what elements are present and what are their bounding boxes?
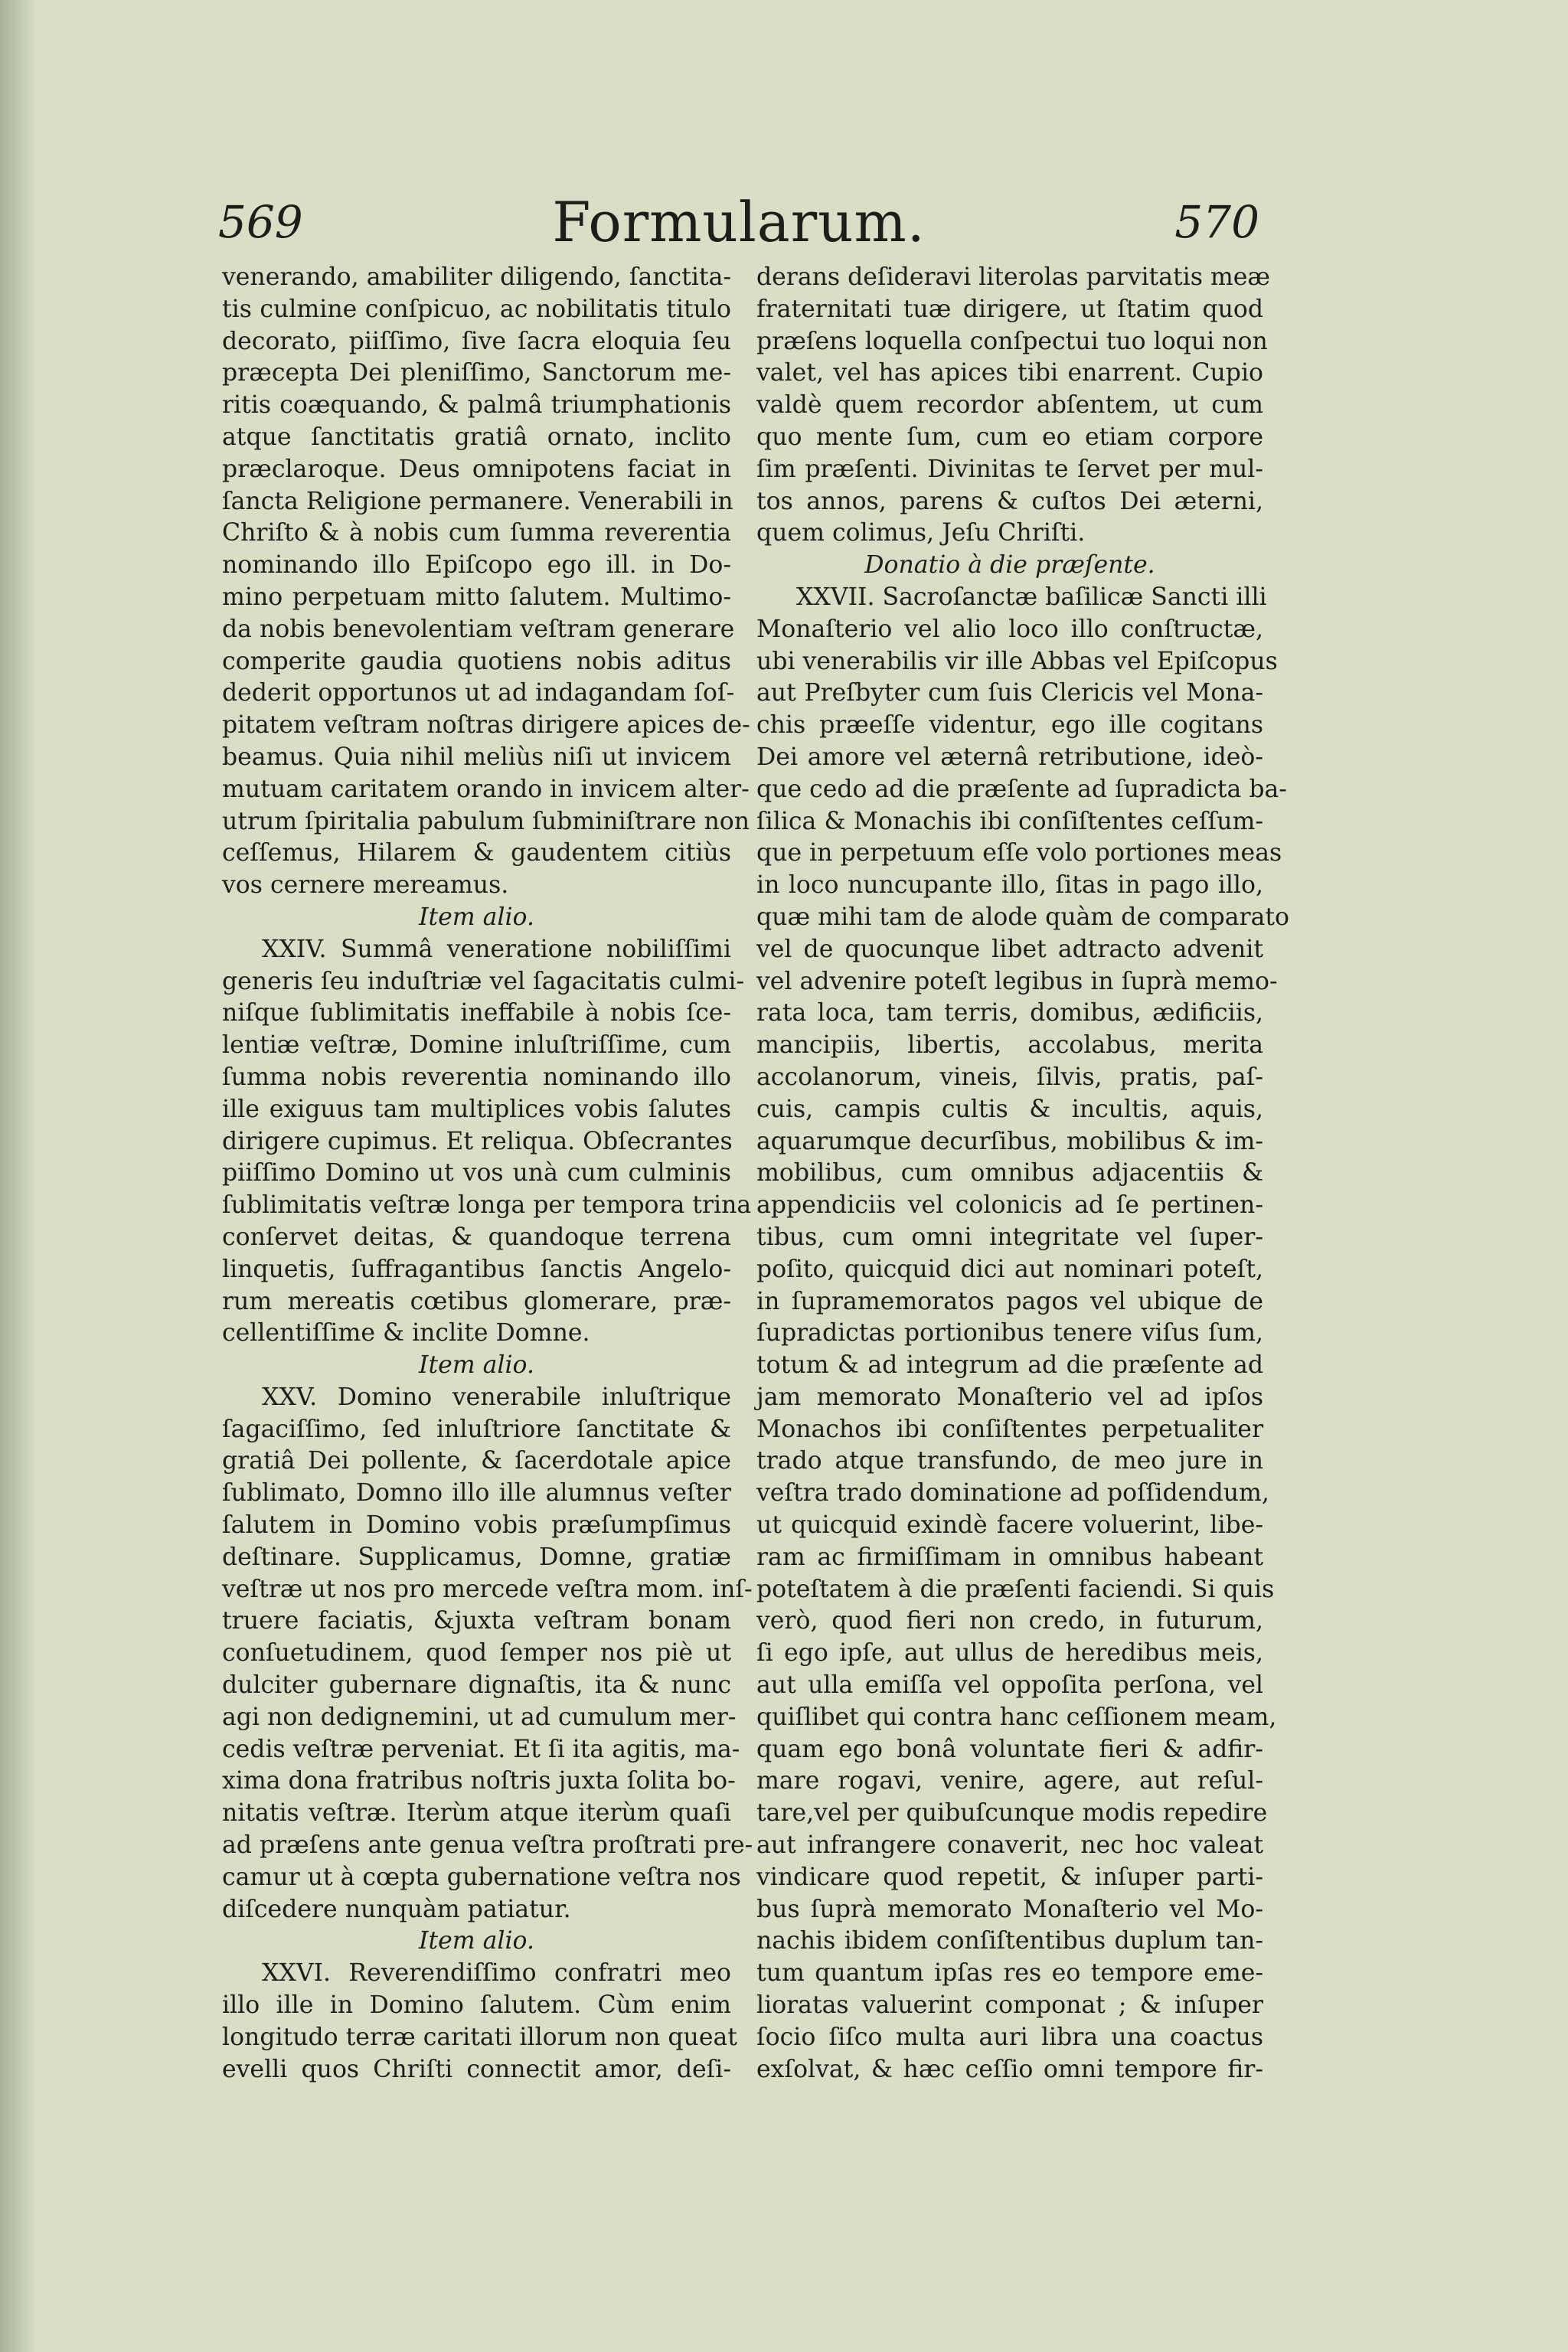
right-text-line: vel de quocunque libet adtracto advenit bbox=[756, 935, 1263, 963]
right-text-line: mobilibus, cum omnibus adjacentiis & bbox=[756, 1159, 1263, 1187]
left-text-line: ille exiguus tam multiplices vobis ſalutes bbox=[222, 1095, 731, 1123]
right-text-line: Dei amore vel æternâ retributione, ideò- bbox=[756, 743, 1263, 771]
right-text-line: vindicare quod repetit, & inſuper parti- bbox=[756, 1863, 1263, 1891]
right-text-line: jam memorato Monaſterio vel ad ipſos bbox=[756, 1383, 1263, 1411]
right-text-line: quam ego bonâ voluntate fieri & adfir- bbox=[756, 1735, 1263, 1763]
left-text-line: dederit opportunos ut ad indagandam ſoſ- bbox=[222, 679, 735, 707]
left-text-line: beamus. Quia nihil meliùs niſi ut invicem bbox=[222, 743, 731, 771]
left-text-line: da nobis benevolentiam veſtram generare bbox=[222, 615, 735, 643]
left-text-line: lentiæ veſtræ, Domine inluſtriſſime, cum bbox=[222, 1031, 731, 1060]
section-heading: Donatio à die præſente. bbox=[864, 551, 1155, 580]
right-text-line: veſtra trado dominatione ad poſſidendum, bbox=[756, 1479, 1269, 1508]
left-text-line: camur ut à cœpta gubernatione veſtra nos bbox=[222, 1863, 741, 1891]
left-text-line: Chriſto & à nobis cum ſumma reverentia bbox=[222, 519, 731, 547]
left-text-line: nitatis veſtræ. Iterùm atque iterùm quaſi bbox=[222, 1799, 731, 1828]
right-text-line: poteſtatem à die præſenti faciendi. Si quis bbox=[756, 1575, 1275, 1603]
section-heading: Item alio. bbox=[419, 903, 534, 931]
right-text-line: ſocio ſiſco multa auri libra una coactus bbox=[756, 2023, 1263, 2051]
left-text-line: cellentiſſime & inclite Domne. bbox=[222, 1319, 590, 1348]
left-text-line: mutuam caritatem orando in invicem alter- bbox=[222, 775, 750, 803]
right-text-line: quo mente ſum, cum eo etiam corpore bbox=[756, 423, 1263, 451]
right-text-line: bus ſuprà memorato Monaſterio vel Mo- bbox=[756, 1895, 1263, 1923]
book-spine-shadow bbox=[0, 0, 37, 2352]
right-text-line: quiſlibet qui contra hanc ceſſionem meam, bbox=[756, 1703, 1277, 1731]
left-text-line: veſtræ ut nos pro mercede veſtra mom. inſ- bbox=[222, 1575, 753, 1603]
left-text-line: nominando illo Epiſcopo ego ill. in Do- bbox=[222, 551, 731, 580]
right-text-line: accolanorum, vineis, ſilvis, pratis, paſ- bbox=[756, 1063, 1263, 1091]
right-text-line: mancipiis, libertis, accolabus, merita bbox=[756, 1031, 1263, 1060]
left-text-line: pitatem veſtram noſtras dirigere apices de- bbox=[222, 711, 750, 740]
right-text-line: fraternitati tuæ dirigere, ut ſtatim quod bbox=[756, 295, 1263, 323]
left-text-line: generis ſeu induſtriæ vel ſagacitatis culmi- bbox=[222, 967, 745, 995]
left-text-line: ſagaciſſimo, ſed inluſtriore ſanctitate & bbox=[222, 1415, 731, 1443]
left-text-line: venerando, amabiliter diligendo, ſanctita- bbox=[222, 263, 731, 291]
left-text-line: comperite gaudia quotiens nobis aditus bbox=[222, 647, 731, 675]
left-text-line: conſervet deitas, & quandoque terrena bbox=[222, 1223, 731, 1251]
left-text-line: ritis coæquando, & palmâ triumphationis bbox=[222, 391, 731, 420]
left-text-line: vos cernere mereamus. bbox=[222, 871, 509, 900]
running-title: Formularum. bbox=[552, 190, 926, 254]
left-text-line: decorato, piiſſimo, ſive ſacra eloquia ſeu bbox=[222, 327, 731, 355]
right-text-line: Monachos ibi conſiſtentes perpetualiter bbox=[756, 1415, 1263, 1443]
right-text-line: derans deſideravi literolas parvitatis meæ bbox=[756, 263, 1271, 291]
right-text-line: Monaſterio vel alio loco illo conſtructæ, bbox=[756, 615, 1263, 643]
right-text-line: in loco nuncupante illo, ſitas in pago illo, bbox=[756, 871, 1263, 900]
right-text-line: mare rogavi, venire, agere, aut reſul- bbox=[756, 1767, 1263, 1795]
left-text-line: deſtinare. Supplicamus, Domne, gratiæ bbox=[222, 1543, 731, 1571]
right-text-line: chis præeſſe videntur, ego ille cogitans bbox=[756, 711, 1263, 740]
left-text-line: xima dona fratribus noſtris juxta ſolita bo- bbox=[222, 1767, 736, 1795]
left-text-line: præcepta Dei pleniſſimo, Sanctorum me- bbox=[222, 359, 731, 387]
right-text-line: XXVII. Sacroſanctæ baſilicæ Sancti illi bbox=[796, 583, 1267, 611]
left-text-line: atque ſanctitatis gratiâ ornato, inclito bbox=[222, 423, 731, 451]
right-text-column bbox=[756, 262, 1289, 2086]
right-text-line: valdè quem recordor abſentem, ut cum bbox=[756, 391, 1263, 420]
right-text-line: vel advenire poteſt legibus in ſuprà memo- bbox=[756, 967, 1278, 995]
left-text-line: ad præſens ante genua veſtra proſtrati pre- bbox=[222, 1831, 753, 1860]
left-text-line: XXIV. Summâ veneratione nobiliſſimi bbox=[262, 935, 731, 963]
left-text-line: ſalutem in Domino vobis præſumpſimus bbox=[222, 1511, 731, 1540]
left-text-line: ſumma nobis reverentia nominando illo bbox=[222, 1063, 731, 1091]
right-text-line: trado atque transfundo, de meo jure in bbox=[756, 1447, 1263, 1475]
left-text-line: illo ille in Domino ſalutem. Cùm enim bbox=[222, 1991, 731, 2020]
left-text-line: longitudo terræ caritati illorum non queat bbox=[222, 2023, 737, 2051]
right-text-line: aut Preſbyter cum ſuis Clericis vel Mona- bbox=[756, 679, 1263, 707]
left-text-line: XXV. Domino venerabile inluſtrique bbox=[262, 1383, 731, 1411]
right-text-line: valet, vel has apices tibi enarrent. Cupio bbox=[756, 359, 1263, 387]
left-text-line: gratiâ Dei pollente, & ſacerdotale apice bbox=[222, 1447, 731, 1475]
right-text-line: aut ulla emiſſa vel oppoſita perſona, vel bbox=[756, 1671, 1263, 1700]
section-heading: Item alio. bbox=[419, 1351, 534, 1380]
right-text-line: præſens loquella conſpectui tuo loqui non bbox=[756, 327, 1268, 355]
right-text-line: in ſupramemoratos pagos vel ubique de bbox=[756, 1287, 1263, 1315]
right-text-line: appendiciis vel colonicis ad ſe pertinen- bbox=[756, 1191, 1263, 1220]
right-text-line: que cedo ad die præſente ad ſupradicta ba- bbox=[756, 775, 1287, 803]
left-text-line: evelli quos Chriſti connectit amor, deſi- bbox=[222, 2055, 731, 2083]
right-text-line: ſim præſenti. Divinitas te ſervet per mul- bbox=[756, 455, 1263, 483]
right-text-line: ſilica & Monachis ibi conſiſtentes ceſſum- bbox=[756, 807, 1263, 835]
running-header bbox=[218, 190, 1259, 259]
left-text-line: rum mereatis cœtibus glomerare, præ- bbox=[222, 1287, 731, 1315]
right-text-line: ſupradictas portionibus tenere viſus ſum, bbox=[756, 1319, 1263, 1348]
right-text-line: nachis ibidem conſiſtentibus duplum tan- bbox=[756, 1927, 1263, 1955]
right-text-line: tos annos, parens & cuſtos Dei æterni, bbox=[756, 487, 1263, 515]
left-text-line: ſancta Religione permanere. Venerabili in bbox=[222, 487, 733, 515]
right-text-line: tum quantum ipſas res eo tempore eme- bbox=[756, 1959, 1263, 1988]
left-text-line: tis culmine conſpicuo, ac nobilitatis titulo bbox=[222, 295, 731, 323]
page-number-left: 569 bbox=[218, 196, 303, 248]
section-heading: Item alio. bbox=[419, 1927, 534, 1955]
left-text-line: agi non dedignemini, ut ad cumulum mer- bbox=[222, 1703, 737, 1731]
left-text-line: linquetis, ſuffragantibus ſanctis Angelo- bbox=[222, 1255, 731, 1283]
right-text-line: quem colimus, Jeſu Chriſti. bbox=[756, 519, 1086, 547]
right-text-line: exſolvat, & hæc ceſſio omni tempore fir- bbox=[756, 2055, 1263, 2083]
right-text-line: que in perpetuum eſſe volo portiones meas bbox=[756, 839, 1282, 867]
left-text-line: truere faciatis, &juxta veſtram bonam bbox=[222, 1607, 731, 1635]
right-text-line: rata loca, tam terris, domibus, ædificiis, bbox=[756, 999, 1263, 1027]
left-text-line: utrum ſpiritalia pabulum ſubminiſtrare non bbox=[222, 807, 750, 835]
right-text-line: aut infrangere conaverit, nec hoc valeat bbox=[756, 1831, 1263, 1860]
right-text-line: verò, quod fieri non credo, in futurum, bbox=[756, 1607, 1263, 1635]
right-text-line: tibus, cum omni integritate vel ſuper- bbox=[756, 1223, 1263, 1251]
left-text-line: ſublimitatis veſtræ longa per tempora trina bbox=[222, 1191, 752, 1220]
left-text-line: præclaroque. Deus omnipotens faciat in bbox=[222, 455, 731, 483]
left-text-line: XXVI. Reverendiſſimo confratri meo bbox=[262, 1959, 731, 1988]
right-text-line: lioratas valuerint componat ; & inſuper bbox=[756, 1991, 1263, 2020]
right-text-line: ram ac firmiſſimam in omnibus habeant bbox=[756, 1543, 1263, 1571]
right-text-line: poſito, quicquid dici aut nominari poteſt, bbox=[756, 1255, 1263, 1283]
left-text-line: ceſſemus, Hilarem & gaudentem citiùs bbox=[222, 839, 731, 867]
right-text-line: tare,vel per quibuſcunque modis repedire bbox=[756, 1799, 1268, 1828]
right-text-line: quæ mihi tam de alode quàm de comparato bbox=[756, 903, 1289, 931]
left-text-line: dirigere cupimus. Et reliqua. Obſecrantes bbox=[222, 1127, 733, 1155]
right-text-line: ut quicquid exindè facere voluerint, libe- bbox=[756, 1511, 1263, 1540]
right-text-line: ubi venerabilis vir ille Abbas vel Epiſcopus bbox=[756, 647, 1278, 675]
left-text-line: diſcedere nunquàm patiatur. bbox=[222, 1895, 571, 1923]
page-number-right: 570 bbox=[1174, 196, 1259, 248]
left-text-line: niſque ſublimitatis ineffabile à nobis ſce- bbox=[222, 999, 731, 1027]
right-text-line: cuis, campis cultis & incultis, aquis, bbox=[756, 1095, 1263, 1123]
left-text-line: mino perpetuam mitto ſalutem. Multimo- bbox=[222, 583, 731, 611]
left-text-line: ſublimato, Domno illo ille alumnus veſter bbox=[222, 1479, 731, 1508]
left-text-line: cedis veſtræ perveniat. Et ſi ita agitis, ma- bbox=[222, 1735, 740, 1763]
right-text-line: totum & ad integrum ad die præſente ad bbox=[756, 1351, 1263, 1380]
left-text-line: piiſſimo Domino ut vos unà cum culminis bbox=[222, 1159, 731, 1187]
left-text-line: conſuetudinem, quod ſemper nos piè ut bbox=[222, 1639, 731, 1668]
right-text-line: ſi ego ipſe, aut ullus de heredibus meis, bbox=[756, 1639, 1263, 1668]
left-text-column bbox=[222, 262, 753, 2086]
left-text-line: dulciter gubernare dignaſtis, ita & nunc bbox=[222, 1671, 731, 1700]
right-text-line: aquarumque decurſibus, mobilibus & im- bbox=[756, 1127, 1263, 1155]
